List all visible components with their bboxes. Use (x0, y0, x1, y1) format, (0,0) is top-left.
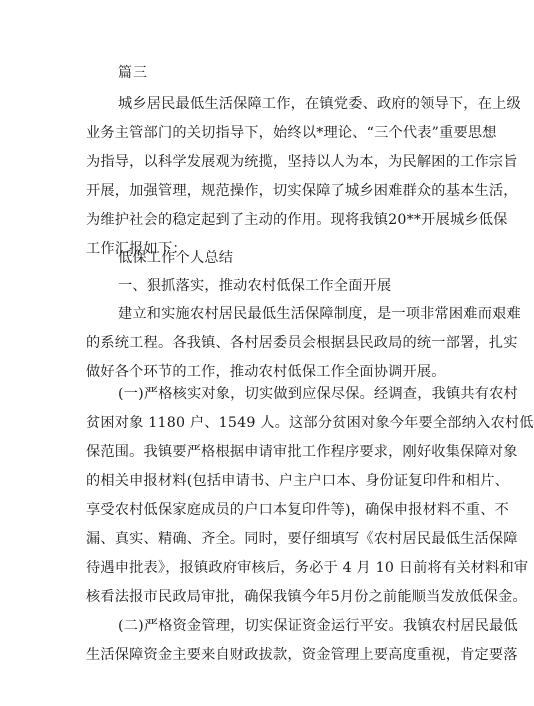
body-paragraph (86, 300, 521, 387)
body-paragraph (86, 612, 518, 670)
text-line: 漏、真实、精确、齐全。同时，要仔细填写《农村居民最低生活保障 (86, 531, 518, 547)
text-line: 生活保障资金主要来自财政拔款，资金管理上要高度重视，肯定要落 (86, 647, 518, 663)
text-line: 业务主管部门的关切指导下，始终以*理论、“三个代表”重要思想 (86, 125, 497, 141)
text-line: (二)严格资金管理，切实保证资金运行平安。我镇农村居民最低 (118, 618, 518, 634)
text-line: (一)严格核实对象，切实做到应保尽保。经调查，我镇共有农村 (118, 386, 518, 402)
text-line: 开展，加强管理，规范操作，切实保障了城乡困难群众的基本生活， (86, 183, 518, 199)
text-line: 保范围。我镇要严格根据申请审批工作程序要求，刚好收集保障对象 (86, 444, 518, 460)
subtitle-paragraph (86, 244, 442, 273)
text-line: 为维护社会的稳定起到了主动的作用。现将我镇20**开展城乡低保 (86, 212, 508, 228)
text-line: 贫困对象 1180 户、1549 人。这部分贫困对象今年要全部纳入农村低 (86, 415, 534, 431)
body-paragraph (86, 380, 534, 612)
text-line: 建立和实施农村居民最低生活保障制度，是一项非常困难而艰难 (118, 306, 521, 322)
text-line: 核看法报市民政局审批，确保我镇今年5月份之前能顺当发放低保金。 (86, 589, 527, 605)
text-line: 为指导，以科学发展观为统揽，坚持以人为本，为民解困的工作宗旨 (86, 154, 518, 170)
text-line: 一、狠抓落实，推动农村低保工作全面开展 (118, 278, 392, 294)
text-line: 的系统工程。各我镇、各村居委员会根据县民政局的统一部署，扎实 (86, 335, 518, 351)
text-line: 的相关申报材料(包括申请书、户主户口本、身份证复印件和相片、 (86, 473, 509, 489)
intro-paragraph (86, 90, 521, 264)
text-line: 做好各个环节的工作，推动农村低保工作全面协调开展。 (86, 364, 446, 380)
section-heading: 篇三 (118, 65, 148, 81)
text-line: 待遇申批表》，报镇政府审核后，务必于 4 月 10 日前将有关材料和审 (86, 560, 529, 576)
text-line: 城乡居民最低生活保障工作，在镇党委、政府的领导下，在上级 (118, 96, 521, 112)
text-line: 工作汇报如下： (86, 241, 187, 257)
section-title-paragraph (86, 272, 442, 301)
text-line: 享受农村低保家庭成员的户口本复印件等)，确保申报材料不重、不 (86, 502, 509, 518)
text-line: 低保工作个人总结 (118, 250, 234, 266)
